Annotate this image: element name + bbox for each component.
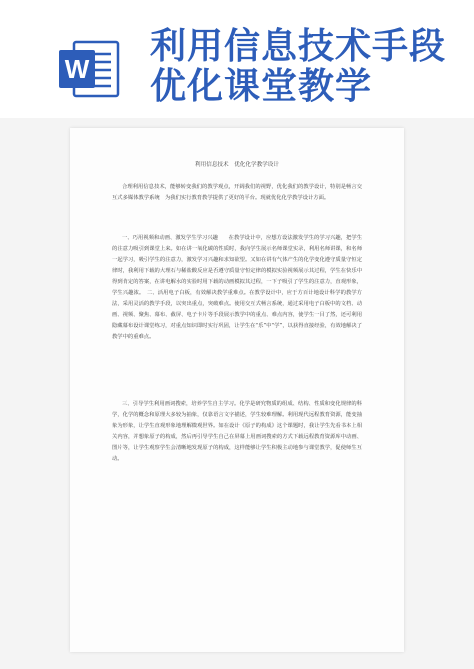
paragraph-intro: 合理利用信息技术，能够转变我们的教学观点，开阔我们的视野，优化我们的教学设计，特别是畅言交互式多媒体教学系统 为我们实行教育教学提供了更好的平台。现就优化化学教学设计方面。 — [112, 184, 362, 201]
word-icon — [56, 36, 122, 102]
document-title: 利用信息技术 优化化学教学设计 — [195, 162, 279, 168]
banner-title-line1: 利用信息技术手段 — [150, 25, 447, 67]
paragraph-section-3: 三、引导学生利用画词搜索，培养学生自主学习。化学是研究物质的组成、结构、性质和变化规律的科学，化学的概念和原理大多较为抽象，仅靠语言文字描述，学生较难理解。利用现代远程教育资源，能变抽象为形象，让学生直观形象地理解微观世界。如在设计《原子的构成》这个课题时，我让学生先看书本上相关内容，并想象原子的构成，然后再引导学生自己在屏幕上用画词搜索的方式下载远程教育资源库中动画、图片等，让学生观察学生会清晰地发现原子的构成，这样能够让学生积极主动地参与课堂教学，促使师生互动。 — [112, 401, 362, 462]
word-icon-letter: W — [64, 54, 90, 84]
banner-title-line2: 优化课堂教学 — [150, 65, 373, 107]
document-page — [70, 128, 404, 652]
banner — [0, 0, 474, 118]
paragraph-section-1-2: 一、巧用视频和动画、激发学生学习兴趣 在教学设计中，应想方设法激发学生的学习兴趣，把学生的注意力吸引到课堂上来。如在讲一氧化碳的性质时，我向学生展示名师课堂实录，利用名师讲课，和名师一起学习，吸引学生的注意力，激发学习兴趣和求知欲望。又如在讲有气体产生的化学变化遵守质量守恒定律时，我利用下载的大理石与稀盐酸反应是否遵守质量守恒定律的模拟实验视频展示其过程，学生在快乐中得到肯定的答案，在讲电解水的实验时用下载的动画模拟其过程，一下子吸引了学生的注意力，直观形象，学生兴趣浓。 二、活用电子白板，有效解决教学重难点。在教学设计中，应于方百计地设计科学的教学方法，采用灵活的教学手段，以突出重点，突破难点。使用交互式畅言系统，通过采用电子白板中的文档、动画、视频、聚焦、幕布、截屏、电子卡片等手段展示教学中的重点、难点内容，使学生一目了然，还可利用隐藏幕布设计课堂练习，对重点知识即时实行巩固，让学生在“乐”中“学”，以获得直接经验，有效地解决了教学中的重难点。 — [112, 235, 362, 340]
